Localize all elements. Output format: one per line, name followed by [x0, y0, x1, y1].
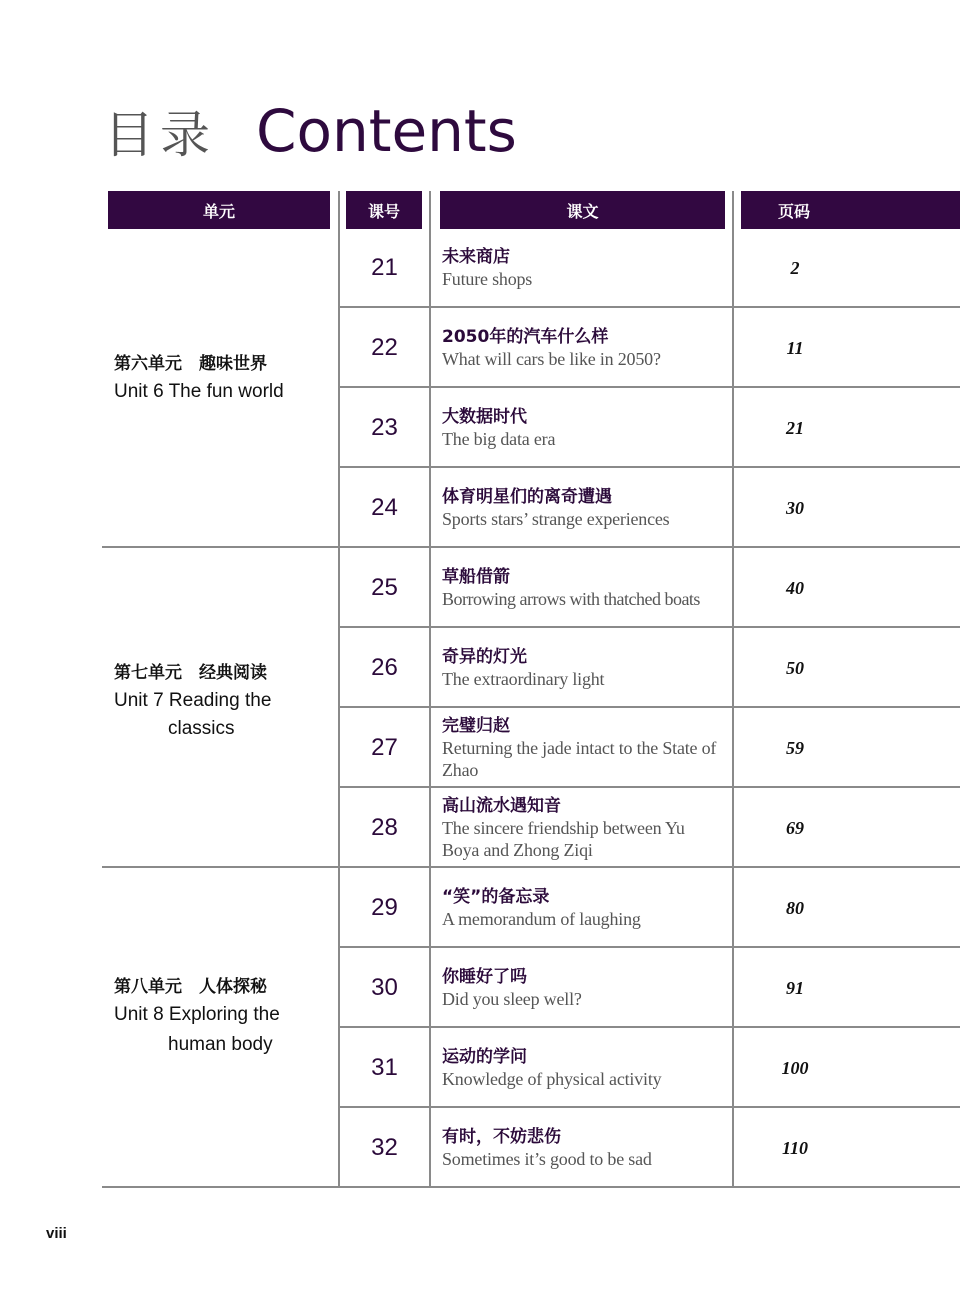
lesson-title-en: Returning the jade intact to the State of Zhao	[442, 738, 717, 780]
unit-title-cn: 第八单元 人体探秘	[114, 977, 267, 997]
unit-title-cn: 第六单元 趣味世界	[114, 354, 267, 374]
lesson-title-en: Did you sleep well?	[442, 989, 582, 1009]
lesson-title-en: Future shops	[442, 269, 533, 289]
page-number: 2	[790, 257, 800, 278]
lesson-row[interactable]	[339, 708, 960, 788]
lesson-title-en: Sports stars’ strange experiences	[442, 509, 670, 529]
lesson-title-cn: 大数据时代	[442, 407, 527, 427]
lesson-title-cn: 运动的学问	[442, 1047, 527, 1067]
lesson-title-en: A memorandum of laughing	[442, 909, 641, 929]
header-lesson: 课文	[440, 191, 725, 229]
lesson-number: 28	[371, 814, 398, 841]
lesson-row[interactable]	[339, 308, 960, 388]
lesson-title-cn: 草船借箭	[442, 567, 510, 587]
lesson-row[interactable]	[339, 948, 960, 1028]
lesson-row[interactable]	[339, 628, 960, 708]
lesson-title-cn: 2050年的汽车什么样	[442, 327, 609, 347]
lesson-row[interactable]	[339, 868, 960, 948]
lesson-number: 23	[371, 414, 398, 441]
page-title	[104, 96, 517, 166]
lesson-number: 24	[371, 494, 398, 521]
folio-page-number: viii	[46, 1225, 67, 1242]
lesson-row[interactable]	[339, 468, 960, 548]
lesson-title-en: Knowledge of physical activity	[442, 1069, 662, 1089]
lesson-title-cn: 你睡好了吗	[442, 967, 527, 987]
lesson-title-cn: 完璧归赵	[442, 716, 510, 736]
lesson-title-en: The extraordinary light	[442, 669, 605, 689]
lesson-number: 31	[371, 1054, 398, 1081]
lesson-row[interactable]	[339, 548, 960, 628]
page-number: 80	[786, 897, 804, 918]
page-number: 21	[786, 417, 804, 438]
lesson-number: 26	[371, 654, 398, 681]
unit-title-en: Unit 8 Exploring the	[114, 1004, 280, 1025]
unit-title-en-line2: classics	[168, 718, 235, 739]
lesson-title-en: Borrowing arrows with thatched boats	[442, 589, 700, 609]
page-number: 110	[781, 1137, 808, 1158]
page-number: 100	[781, 1057, 809, 1078]
lesson-number: 29	[371, 894, 398, 921]
header-unit: 单元	[108, 191, 330, 229]
unit-title-en-line2: human body	[168, 1034, 273, 1055]
lesson-title-cn: 高山流水遇知音	[442, 796, 561, 816]
lesson-number: 30	[371, 974, 398, 1001]
lesson-number: 32	[371, 1134, 398, 1161]
unit-6-cell	[114, 350, 284, 406]
lesson-title-en: What will cars be like in 2050?	[442, 349, 661, 369]
page-number: 91	[786, 977, 804, 998]
lesson-row[interactable]	[339, 228, 960, 308]
lesson-row[interactable]	[339, 388, 960, 468]
page-number: 30	[786, 497, 804, 518]
lesson-title-en: Sometimes it’s good to be sad	[442, 1149, 652, 1169]
header-page: 页码	[741, 191, 960, 229]
page-number: 40	[786, 577, 804, 598]
unit-8-cell	[114, 973, 280, 1059]
lesson-number: 25	[371, 574, 398, 601]
lesson-title-cn: 奇异的灯光	[442, 647, 527, 667]
page-number: 59	[786, 737, 804, 758]
page-number: 50	[786, 657, 804, 678]
page-number: 69	[786, 817, 804, 838]
lesson-row[interactable]	[339, 1108, 960, 1188]
lesson-number: 27	[371, 734, 398, 761]
lesson-row[interactable]	[339, 1028, 960, 1108]
unit-title-cn: 第七单元 经典阅读	[114, 663, 267, 683]
title-chinese: 目录	[104, 106, 216, 164]
lesson-number: 22	[371, 334, 398, 361]
unit-7-cell	[114, 659, 271, 743]
header-lesson-number: 课号	[346, 191, 422, 229]
lesson-title-en: The big data era	[442, 429, 556, 449]
unit-title-en: Unit 7 Reading the	[114, 690, 272, 711]
page-number: 11	[786, 337, 804, 358]
lesson-title-cn: 有时，不妨悲伤	[442, 1127, 561, 1147]
lesson-title-cn: 未来商店	[442, 247, 510, 267]
lesson-title-en: The sincere friendship between Yu Boya and Zhong Ziqi	[442, 818, 685, 860]
lesson-title-cn: “笑”的备忘录	[442, 887, 550, 907]
title-english: Contents	[256, 97, 517, 165]
lesson-number: 21	[371, 254, 398, 281]
lesson-title-cn: 体育明星们的离奇遭遇	[442, 487, 612, 507]
unit-title-en: Unit 6 The fun world	[114, 381, 284, 402]
lesson-row[interactable]	[339, 788, 960, 868]
